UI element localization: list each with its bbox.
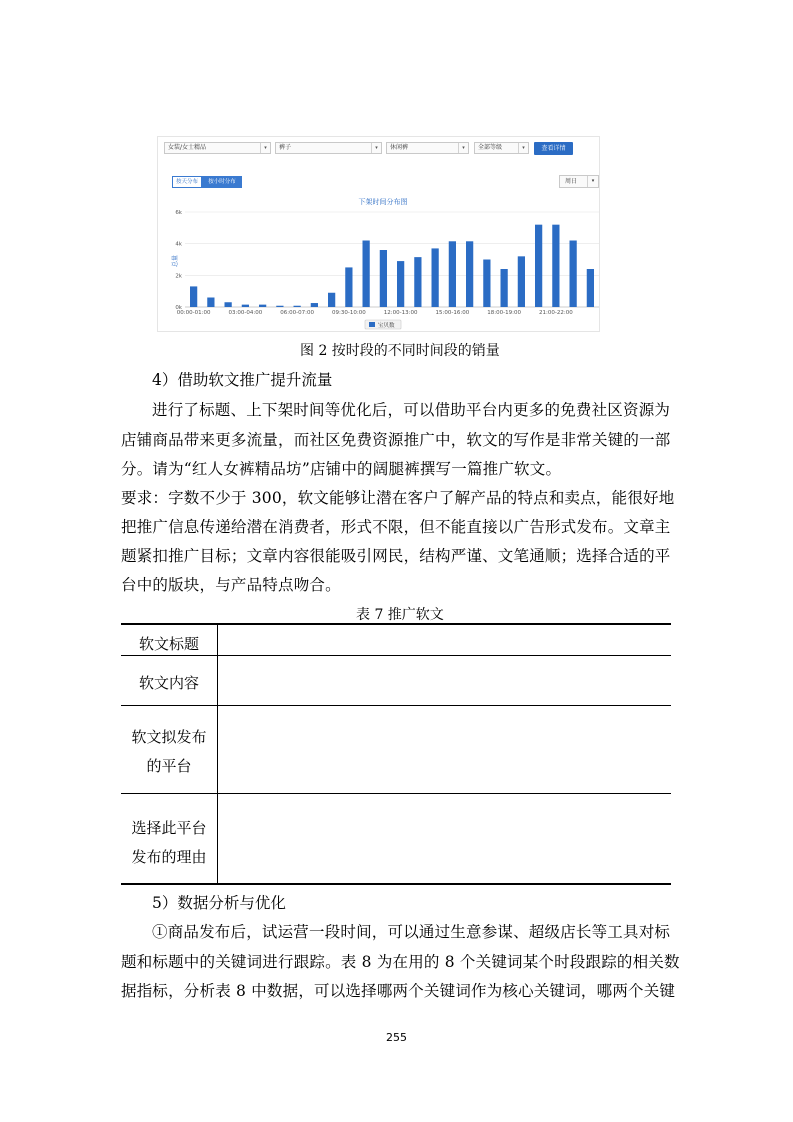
sales-chart-screenshot [157,136,600,332]
table-row-divider [121,705,671,706]
x-tick-label: 12:00-13:00 [383,310,418,316]
chart-bars [190,225,594,307]
bar-07:00-08:00[interactable] [311,303,318,307]
row-label-reason-line-1: 选择此平台 [131,819,207,837]
promo-article-table [121,623,671,885]
bar-13:00-14:00[interactable] [414,257,421,307]
bar-01:00-02:00[interactable] [207,298,214,308]
category-select-value: 女装/女士精品 [168,144,207,151]
bar-03:00-04:00[interactable] [242,305,249,307]
tab-by-hour[interactable]: 按小时分布 [202,176,242,188]
bar-04:00-05:00[interactable] [259,305,266,307]
bar-17:00-18:00[interactable] [483,260,490,308]
y-tick-label: 0k [175,305,182,311]
chevron-down-icon: ▾ [518,143,528,153]
paragraph-2-line-4: 台中的版块，与产品特点吻合。 [121,576,341,594]
table-column-divider [217,625,218,883]
bar-14:00-15:00[interactable] [432,248,439,307]
level-select-value: 全部等级 [478,144,503,151]
bar-11:00-12:00[interactable] [380,250,387,307]
bar-23:00-24:00[interactable] [587,269,594,307]
tab-by-day[interactable]: 按天分布 [172,176,202,188]
paragraph-2-line-3: 题紧扣推广目标；文章内容很能吸引网民，结构严谨、文笔通顺；选择合适的平 [121,547,671,565]
paragraph-1-line-2: 店铺商品带来更多流量，而社区免费资源推广中，软文的写作是非常关键的一部 [121,431,671,449]
section-5-heading: 5）数据分析与优化 [152,894,286,912]
bar-00:00-01:00[interactable] [190,286,197,307]
row-label-platform-line-2: 的平台 [146,757,192,775]
view-details-button[interactable]: 查看详情 [534,142,573,155]
bar-19:00-20:00[interactable] [518,256,525,307]
row-label-platform-line-1: 软文拟发布 [131,728,207,746]
paragraph-3-line-3: 据指标，分析表 8 中数据，可以选择哪两个关键词作为核心关键词，哪两个关键 [121,982,676,1000]
page-number: 255 [386,1031,407,1044]
row-label-title: 软文标题 [138,635,199,653]
chevron-down-icon: ▾ [260,143,270,153]
chevron-down-icon: ▾ [371,143,381,153]
x-tick-label: 15:00-16:00 [435,310,470,316]
section-4-heading: 4）借助软文推广提升流量 [152,371,333,389]
y-tick-label: 4k [175,241,182,248]
bar-06:00-07:00[interactable] [294,306,301,307]
paragraph-1-line-3: 分。请为“红人女裤精品坊”店铺中的阔腿裤撰写一篇推广软文。 [121,460,562,478]
bar-10:00-11:00[interactable] [363,241,370,308]
bar-05:00-06:00[interactable] [276,306,283,307]
x-tick-label: 06:00-07:00 [280,310,314,316]
y-tick-label: 6k [175,210,182,216]
row-label-content: 软文内容 [138,674,199,692]
paragraph-3-line-2: 题和标题中的关键词进行跟踪。表 8 为在用的 8 个关键词某个时段跟踪的相关数 [121,953,680,971]
x-tick-label: 21:00-22:00 [539,310,573,316]
legend-label: 宝贝数 [378,323,395,329]
chevron-down-icon: ▾ [587,176,598,187]
x-tick-label: 18:00-19:00 [487,310,521,316]
table-top-rule [121,623,671,625]
legend-swatch [369,322,375,327]
x-tick-labels [177,310,573,316]
chevron-down-icon: ▾ [458,143,468,153]
bar-08:00-09:00[interactable] [328,293,335,307]
table-bottom-rule [121,883,671,885]
y-tick-label: 2k [175,273,182,280]
bar-12:00-13:00[interactable] [397,261,404,307]
bar-22:00-23:00[interactable] [570,241,577,308]
bar-16:00-17:00[interactable] [466,241,473,307]
x-tick-label: 03:00-04:00 [228,310,263,316]
bar-chart [158,137,601,333]
table-caption: 表 7 推广软文 [356,607,444,623]
paragraph-2-line-2: 把推广信息传递给潜在消费者，形式不限，但不能直接以广告形式发布。文章主 [121,518,671,536]
bar-15:00-16:00[interactable] [449,241,456,307]
bar-09:30-10:00[interactable] [345,267,352,307]
chart-title: 下架时间分布图 [358,198,408,206]
row-label-reason-line-2: 发布的理由 [131,848,207,866]
week-select-value: 周日 [565,178,578,185]
paragraph-3-line-1: ①商品发布后，试运营一段时间，可以通过生意参谋、超级店长等工具对标 [152,923,671,941]
bar-20:00-21:00[interactable] [535,225,542,307]
paragraph-1-line-1: 进行了标题、上下架时间等优化后，可以借助平台内更多的免费社区资源为 [152,401,671,419]
paragraph-2-line-1: 要求：字数不少于 300，软文能够让潜在客户了解产品的特点和卖点，能很好地 [121,489,675,507]
subcategory-select-value: 裤子 [279,144,292,151]
chart-legend[interactable] [365,320,401,329]
x-tick-label: 09:30-10:00 [332,310,366,316]
bar-21:00-22:00[interactable] [552,225,559,307]
type-select-value: 休闲裤 [390,144,409,151]
bar-02:00-03:00[interactable] [225,302,232,307]
y-axis-label: 总量 [172,254,179,268]
table-row-divider [121,793,671,794]
figure-caption: 图 2 按时段的不同时间段的销量 [300,343,500,359]
bar-18:00-19:00[interactable] [501,269,508,307]
x-tick-label: 00:00-01:00 [176,310,211,316]
